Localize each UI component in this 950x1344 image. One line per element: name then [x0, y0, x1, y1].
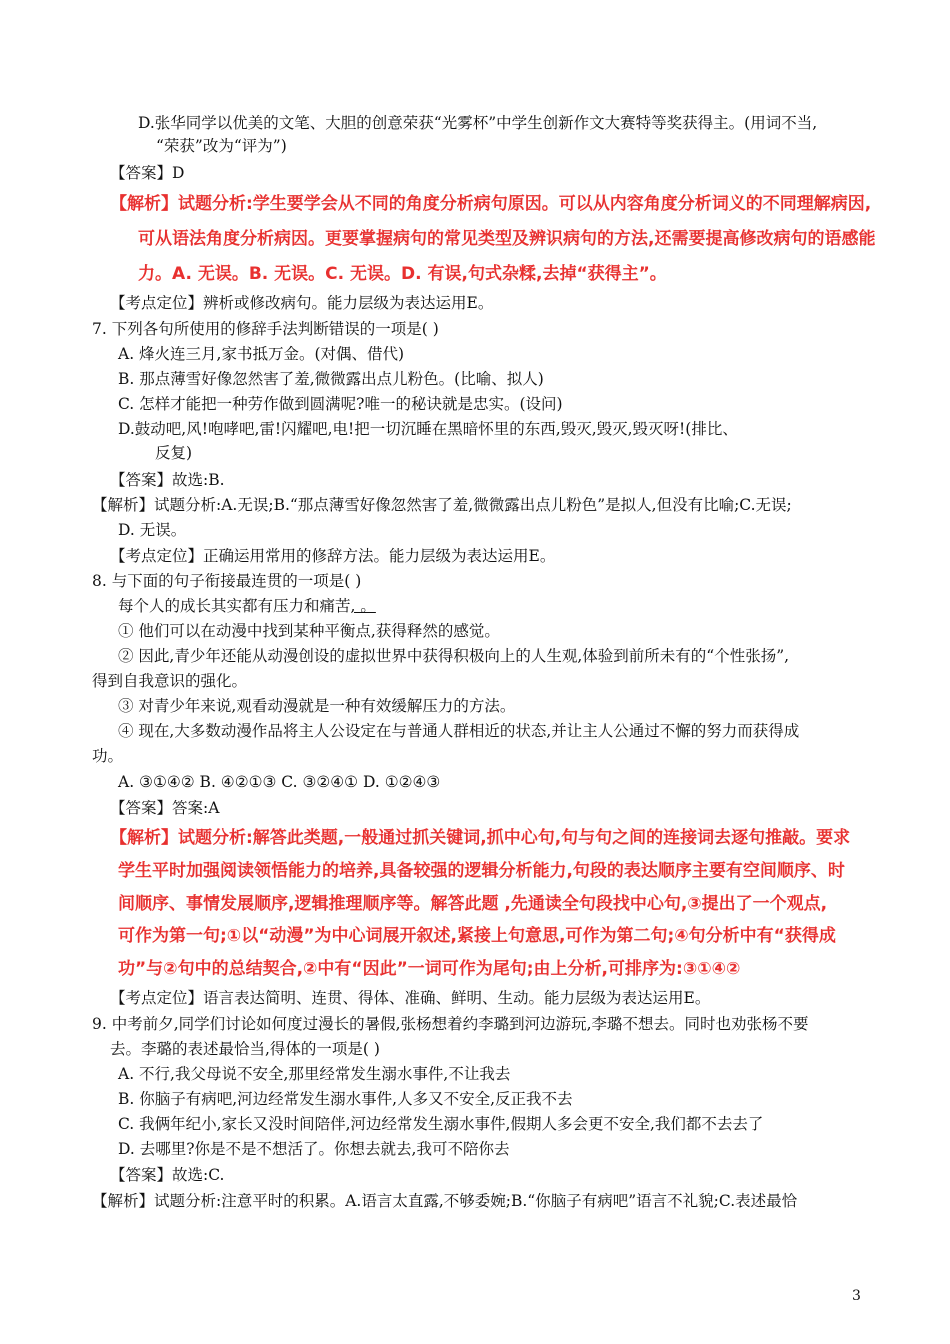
q8-options: A. ③①④② B. ④②①③ C. ③②④① D. ①②④③: [118, 773, 441, 791]
q8-sentence-4-line1: ④ 现在,大多数动漫作品将主人公设定在与普通人群相近的状态,并让主人公通过不懈的努力而获得成: [118, 722, 800, 740]
q8-sentence-2-line1: ② 因此,青少年还能从动漫创设的虚拟世界中获得积极向上的人生观,体验到前所未有的“个性张扬”,: [118, 647, 790, 665]
q8-analysis-line4: 可作为第一句;①以“动漫”为中心词展开叙述,紧接上句意思,可作为第二句;④句分析中有“获得成: [118, 926, 836, 946]
q8-analysis-line1: 【解析】试题分析:解答此类题,一般通过抓关键词,抓中心句,句与句之间的连接词去逐句推敲。要求: [110, 828, 851, 848]
q8-analysis-line2: 学生平时加强阅读领悟能力的培养,具备较强的逻辑分析能力,句段的表达顺序主要有空间顺序、时: [118, 861, 845, 881]
q8-main-sentence: [118, 595, 376, 617]
q6-analysis-line2: 可从语法角度分析病因。更要掌握病句的常见类型及辨识病句的方法,还需要提高修改病句的语感能: [138, 229, 876, 249]
q8-analysis-line5: 功”与②句中的总结契合,②中有“因此”一词可作为尾句;由上分析,可排序为:③①④②: [118, 959, 741, 979]
q7-option-a: A. 烽火连三月,家书抵万金。(对偶、借代): [118, 345, 405, 363]
q8-sentence-2-line2: 得到自我意识的强化。: [92, 672, 248, 690]
q6-analysis-line1: 【解析】试题分析:学生要学会从不同的角度分析病句原因。可以从内容角度分析词义的不同理解病因,: [110, 194, 872, 214]
q8-knowledge-point: 【考点定位】语言表达简明、连贯、得体、准确、鲜明、生动。能力层级为表达运用E。: [110, 989, 711, 1007]
q6-option-d-line2: “荣获”改为“评为”): [156, 137, 287, 155]
q7-stem: 7. 下列各句所使用的修辞手法判断错误的一项是( ): [92, 320, 439, 338]
q9-option-c: C. 我俩年纪小,家长又没时间陪伴,河边经常发生溺水事件,假期人多会更不安全,我们都不去去了: [118, 1115, 764, 1133]
q9-option-a: A. 不行,我父母说不安全,那里经常发生溺水事件,不让我去: [118, 1065, 511, 1083]
q9-stem-line2: 去。李璐的表述最恰当,得体的一项是( ): [110, 1040, 380, 1058]
q7-analysis-line1: 【解析】试题分析:A.无误;B.“那点薄雪好像忽然害了羞,微微露出点儿粉色”是拟人,但没有比喻;C.无误;: [92, 496, 792, 514]
q8-answer: 【答案】答案:A: [110, 799, 220, 817]
q8-main-text: 每个人的成长其实都有压力和痛苦: [118, 597, 351, 615]
q7-option-b: B. 那点薄雪好像忽然害了羞,微微露出点儿粉色。(比喻、拟人): [118, 370, 544, 388]
q9-option-b: B. 你脑子有病吧,河边经常发生溺水事件,人多又不安全,反正我不去: [118, 1090, 573, 1108]
q7-analysis-line2: D. 无误。: [118, 521, 187, 539]
q7-option-c: C. 怎样才能把一种劳作做到圆满呢?唯一的秘诀就是忠实。(设问): [118, 395, 563, 413]
q9-stem-line1: 9. 中考前夕,同学们讨论如何度过漫长的暑假,张杨想着约李璐到河边游玩,李璐不想去。同时也劝张杨不要: [92, 1015, 809, 1033]
q9-analysis-line1: 【解析】试题分析:注意平时的积累。A.语言太直露,不够委婉;B.“你脑子有病吧”语言不礼貌;C.表述最恰: [92, 1192, 798, 1210]
q8-stem: 8. 与下面的句子衔接最连贯的一项是( ): [92, 572, 362, 590]
q8-analysis-line3: 间顺序、事情发展顺序,逻辑推理顺序等。解答此题 ,先通读全句段找中心句,③提出了一个观点,: [118, 894, 828, 914]
q6-knowledge-point: 【考点定位】辨析或修改病句。能力层级为表达运用E。: [110, 294, 494, 312]
q8-sentence-1: ① 他们可以在动漫中找到某种平衡点,获得释然的感觉。: [118, 622, 500, 640]
q9-answer: 【答案】故选:C.: [110, 1166, 225, 1184]
q8-sentence-3: ③ 对青少年来说,观看动漫就是一种有效缓解压力的方法。: [118, 697, 516, 715]
q6-answer: 【答案】D: [110, 164, 185, 182]
q6-analysis-line3: 力。A. 无误。B. 无误。C. 无误。D. 有误,句式杂糅,去掉“获得主”。: [138, 264, 667, 284]
q8-sentence-4-line2: 功。: [92, 747, 124, 765]
page-number: 3: [852, 1288, 861, 1304]
q8-blank: , 。: [350, 597, 376, 615]
q7-option-d-line2: 反复): [155, 444, 193, 462]
q9-option-d: D. 去哪里?你是不是不想活了。你想去就去,我可不陪你去: [118, 1140, 510, 1158]
q7-answer: 【答案】故选:B.: [110, 471, 225, 489]
q6-option-d-line1: D.张华同学以优美的文笔、大胆的创意荣获“光雾杯”中学生创新作文大赛特等奖获得主。(用词不当,: [138, 114, 818, 132]
q7-option-d-line1: D.鼓动吧,风!咆哮吧,雷!闪耀吧,电!把一切沉睡在黑暗怀里的东西,毁灭,毁灭,毁灭呀!(排比、: [118, 420, 738, 438]
q7-knowledge-point: 【考点定位】正确运用常用的修辞方法。能力层级为表达运用E。: [110, 547, 556, 565]
